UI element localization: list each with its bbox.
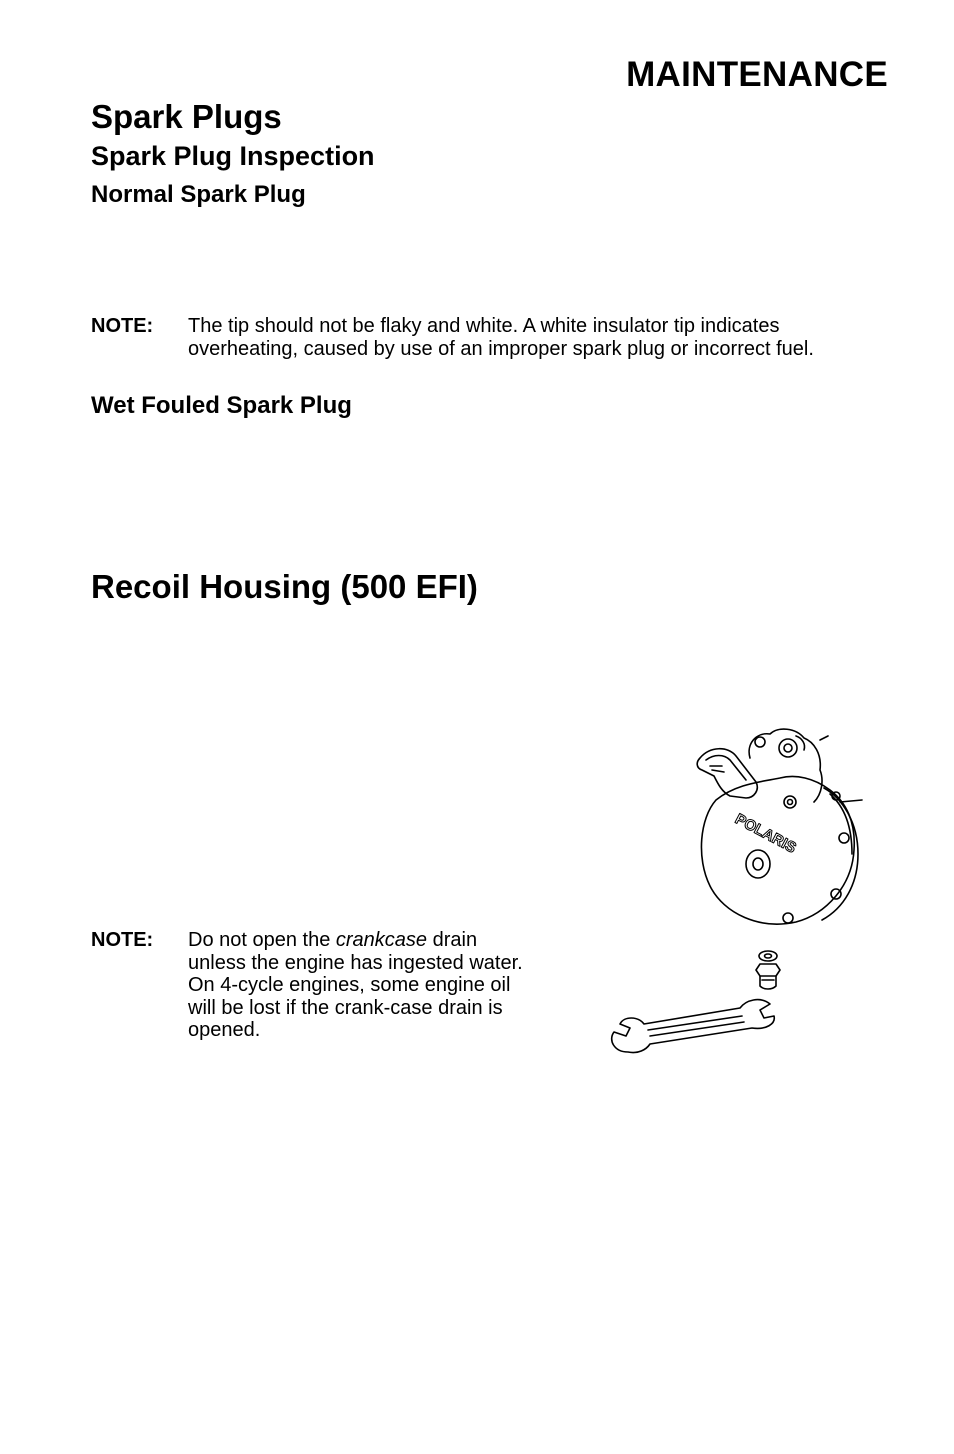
note-text-part: drain unless the engine has ingested water. On 4-cycle engines, some engine oil will be lost if the crank-case drain is opened. bbox=[188, 929, 523, 1041]
section-header: MAINTENANCE bbox=[626, 55, 888, 94]
brand-lettering: POLARIS bbox=[732, 810, 799, 857]
note-label: NOTE: bbox=[91, 315, 154, 337]
note-text: The tip should not be flaky and white. A white insulator tip indicates overheating, caused by use of an improper spark plug or incorrect fuel. bbox=[188, 315, 814, 360]
spark-plugs-heading: Spark Plugs bbox=[91, 98, 282, 135]
note-text bbox=[188, 929, 531, 1042]
wet-fouled-spark-plug-heading: Wet Fouled Spark Plug bbox=[91, 392, 352, 419]
note-text-emphasis: crankcase bbox=[335, 929, 428, 951]
normal-spark-plug-heading: Normal Spark Plug bbox=[91, 181, 306, 208]
recoil-housing-heading: Recoil Housing (500 EFI) bbox=[91, 568, 478, 605]
note-label: NOTE: bbox=[91, 929, 154, 951]
crankcase-drain-note bbox=[91, 929, 531, 1042]
note-text-part: Do not open the bbox=[188, 929, 336, 951]
normal-spark-plug-note bbox=[91, 315, 871, 360]
spark-plug-inspection-heading: Spark Plug Inspection bbox=[91, 141, 375, 171]
recoil-housing-drain-illustration bbox=[600, 718, 870, 1064]
